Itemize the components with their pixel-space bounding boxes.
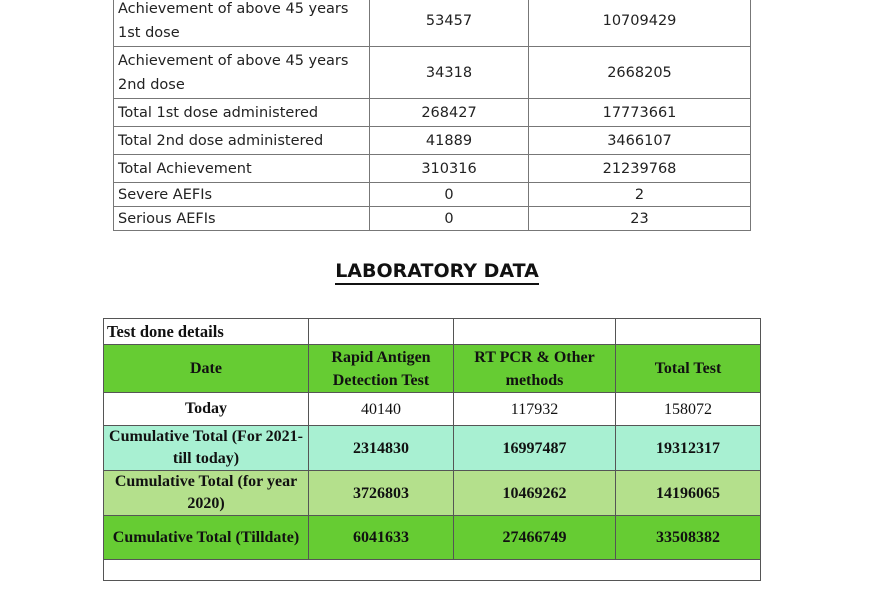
table-row <box>114 47 751 99</box>
total-value: 19312317 <box>616 426 761 471</box>
rtpcr-value: 27466749 <box>454 516 616 560</box>
cumulative-value: 10709429 <box>529 0 751 47</box>
table-row <box>114 155 751 183</box>
today-value: 0 <box>370 207 529 231</box>
row-label: Total 2nd dose administered <box>114 127 370 155</box>
laboratory-table <box>103 318 761 581</box>
rtpcr-value: 117932 <box>454 393 616 426</box>
rapid-value: 3726803 <box>309 471 454 516</box>
table-row <box>114 99 751 127</box>
table-row <box>114 207 751 231</box>
table-row <box>114 0 751 47</box>
header-rapid-antigen: Rapid Antigen Detection Test <box>309 345 454 393</box>
today-value: 41889 <box>370 127 529 155</box>
rtpcr-value: 10469262 <box>454 471 616 516</box>
table-caption: Test done details <box>104 319 309 345</box>
table-row <box>114 183 751 207</box>
today-value: 268427 <box>370 99 529 127</box>
vaccination-table <box>113 0 751 231</box>
cumulative-value: 2668205 <box>529 47 751 99</box>
table-row <box>104 426 761 471</box>
row-label: Serious AEFIs <box>114 207 370 231</box>
header-row <box>104 345 761 393</box>
row-label: Today <box>104 393 309 426</box>
cumulative-value: 3466107 <box>529 127 751 155</box>
table-row <box>104 516 761 560</box>
total-value: 158072 <box>616 393 761 426</box>
header-rt-pcr: RT PCR & Other methods <box>454 345 616 393</box>
today-value: 53457 <box>370 0 529 47</box>
rapid-value: 2314830 <box>309 426 454 471</box>
row-label: Cumulative Total (for year 2020) <box>104 471 309 516</box>
rtpcr-value: 16997487 <box>454 426 616 471</box>
cumulative-value: 21239768 <box>529 155 751 183</box>
today-value: 0 <box>370 183 529 207</box>
rapid-value: 6041633 <box>309 516 454 560</box>
table-row <box>114 127 751 155</box>
footer-row <box>104 560 761 581</box>
row-label: Severe AEFIs <box>114 183 370 207</box>
row-label: Achievement of above 45 years 1st dose <box>114 0 370 47</box>
total-value: 33508382 <box>616 516 761 560</box>
today-value: 34318 <box>370 47 529 99</box>
laboratory-heading-text: LABORATORY DATA <box>335 260 539 285</box>
total-value: 14196065 <box>616 471 761 516</box>
row-label: Cumulative Total (Tilldate) <box>104 516 309 560</box>
table-row <box>104 471 761 516</box>
cumulative-value: 17773661 <box>529 99 751 127</box>
row-label: Cumulative Total (For 2021- till today) <box>104 426 309 471</box>
caption-row <box>104 319 761 345</box>
header-total-test: Total Test <box>616 345 761 393</box>
row-label: Achievement of above 45 years 2nd dose <box>114 47 370 99</box>
header-date: Date <box>104 345 309 393</box>
table-row <box>104 393 761 426</box>
row-label: Total Achievement <box>114 155 370 183</box>
row-label: Total 1st dose administered <box>114 99 370 127</box>
today-value: 310316 <box>370 155 529 183</box>
cumulative-value: 23 <box>529 207 751 231</box>
cumulative-value: 2 <box>529 183 751 207</box>
laboratory-heading <box>0 260 874 282</box>
rapid-value: 40140 <box>309 393 454 426</box>
